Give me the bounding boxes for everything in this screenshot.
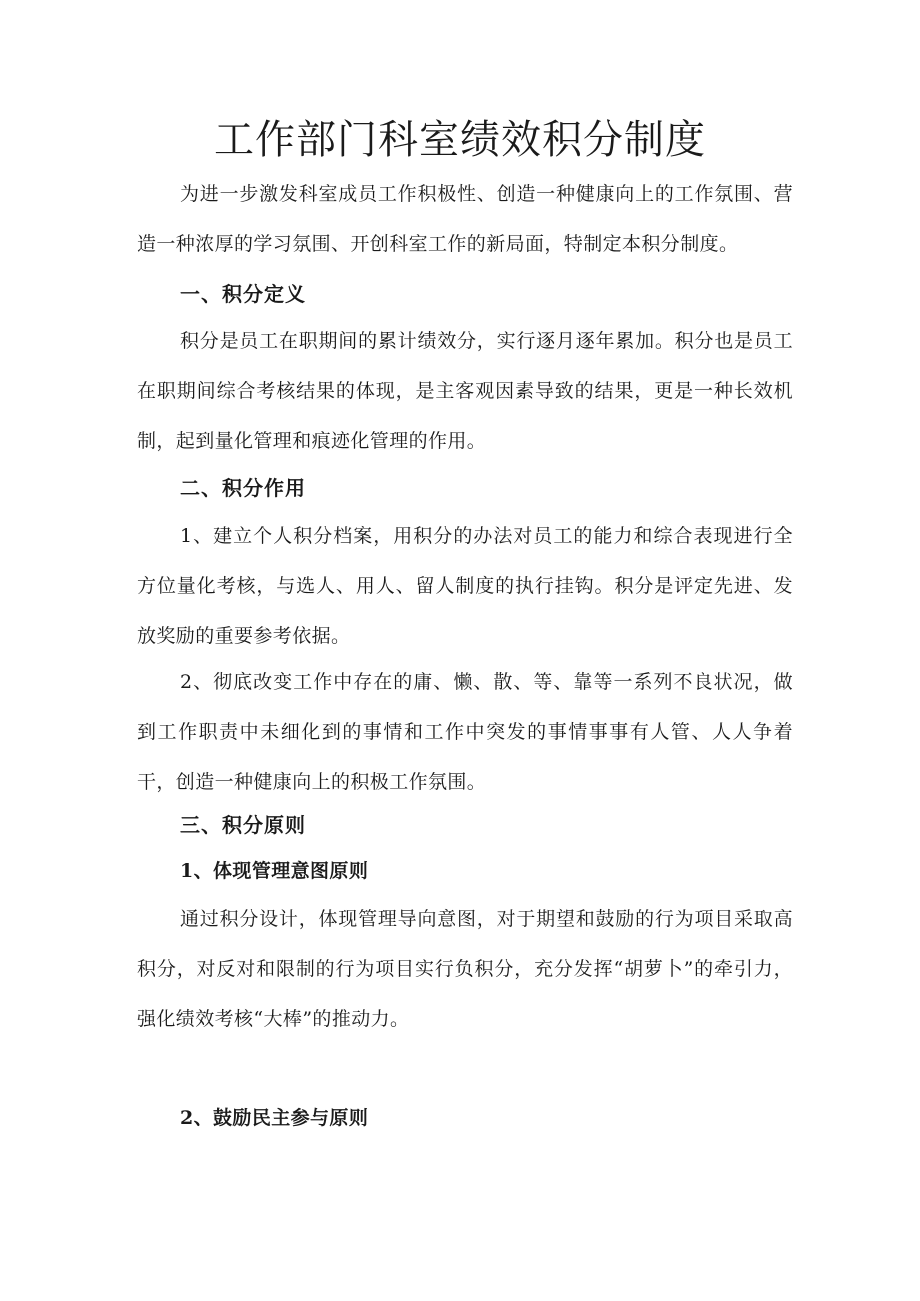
principle-2-title: 2、鼓励民主参与原则 bbox=[180, 1107, 369, 1129]
intro-paragraph: 为进一步激发科室成员工作积极性、创造一种健康向上的工作氛围、营造一种浓厚的学习氛围、开创科室工作的新局面，特制定本积分制度。 bbox=[137, 183, 793, 255]
function-paragraph-2: 2、彻底改变工作中存在的庸、懒、散、等、靠等一系列不良状况，做到工作职责中未细化到的事情和工作中突发的事情事事有人管、人人争着干，创造一种健康向上的积极工作氛围。 bbox=[137, 671, 793, 793]
document-title: 工作部门科室绩效积分制度 bbox=[214, 117, 706, 163]
function-paragraph-1: 1、建立个人积分档案，用积分的办法对员工的能力和综合表现进行全方位量化考核，与选人、用人、留人制度的执行挂钩。积分是评定先进、发放奖励的重要参考依据。 bbox=[137, 525, 793, 647]
definition-paragraph: 积分是员工在职期间的累计绩效分，实行逐月逐年累加。积分也是员工在职期间综合考核结果的体现，是主客观因素导致的结果，更是一种长效机制，起到量化管理和痕迹化管理的作用。 bbox=[137, 330, 793, 452]
principle-1-title: 1、体现管理意图原则 bbox=[180, 860, 369, 882]
principle-1-paragraph: 通过积分设计，体现管理导向意图，对于期望和鼓励的行为项目采取高积分，对反对和限制的行为项目实行负积分，充分发挥“胡萝卜”的牵引力，强化绩效考核“大棒”的推动力。 bbox=[137, 908, 793, 1030]
section-heading-function: 二、积分作用 bbox=[180, 476, 306, 500]
section-heading-principles: 三、积分原则 bbox=[180, 813, 306, 837]
section-heading-definition: 一、积分定义 bbox=[180, 282, 306, 306]
